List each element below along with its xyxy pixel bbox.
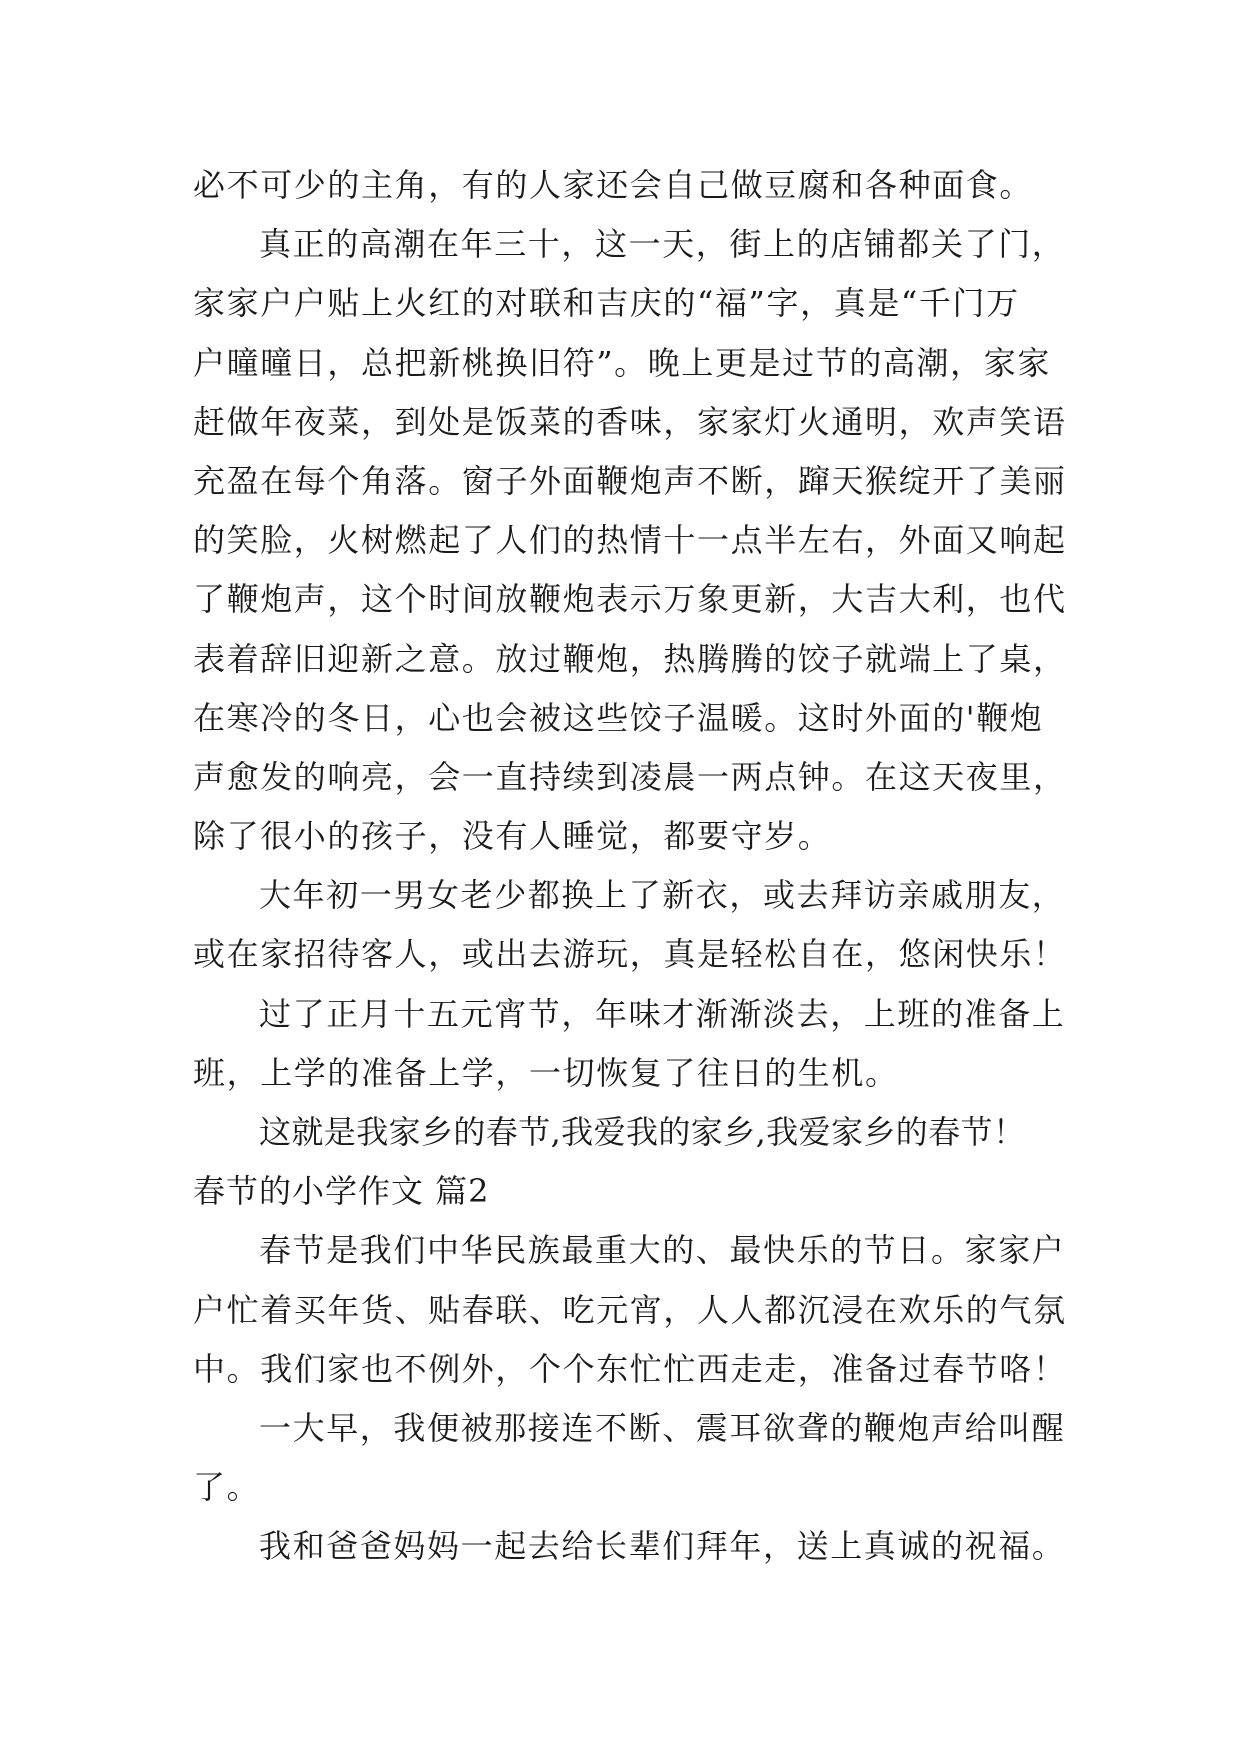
text-line: 或在家招待客人，或出去游玩，真是轻松自在，悠闲快乐！ <box>193 935 1067 974</box>
text-line: 家家户户贴上火红的对联和吉庆的“福”字，真是“千门万 <box>193 284 1020 323</box>
text-line: 表着辞旧迎新之意。放过鞭炮，热腾腾的饺子就端上了桌， <box>193 639 1067 678</box>
text-line: 了鞭炮声，这个时间放鞭炮表示万象更新，大吉大利，也代 <box>193 580 1067 619</box>
text-line: 户曈曈日，总把新桃换旧符”。晚上更是过节的高潮，家家 <box>193 343 1051 382</box>
text-line: 了。 <box>193 1468 261 1507</box>
paragraph-start-line: 真正的高潮在年三十，这一天，街上的店铺都关了门， <box>259 225 1066 264</box>
paragraph-start-line: 我和爸爸妈妈一起去给长辈们拜年，送上真诚的祝福。 <box>259 1527 1066 1566</box>
text-line: 必不可少的主角，有的人家还会自己做豆腐和各种面食。 <box>193 166 1034 204</box>
text-line: 在寒冷的冬日，心也会被这些饺子温暖。这时外面的'鞭炮 <box>193 698 1044 737</box>
text-line: 声愈发的响亮，会一直持续到凌晨一两点钟。在这天夜里， <box>193 757 1067 796</box>
body-text <box>193 156 1073 1577</box>
paragraph-start-line: 这就是我家乡的春节,我爱我的家乡,我爱家乡的春节！ <box>259 1113 1026 1151</box>
text-line: 班，上学的准备上学，一切恢复了往日的生机。 <box>193 1053 899 1092</box>
section-heading: 春节的小学作文 篇2 <box>193 1172 490 1211</box>
text-line: 户忙着买年货、贴春联、吃元宵，人人都沉浸在欢乐的气氛 <box>193 1290 1067 1329</box>
paragraph-start-line: 一大早，我便被那接连不断、震耳欲聋的鞭炮声给叫醒 <box>259 1408 1066 1447</box>
text-line: 的笑脸，火树燃起了人们的热情十一点半左右，外面又响起 <box>193 521 1067 560</box>
paragraph-start-line: 春节是我们中华民族最重大的、最快乐的节日。家家户 <box>259 1231 1066 1270</box>
text-line: 中。我们家也不例外，个个东忙忙西走走，准备过春节咯！ <box>193 1349 1067 1388</box>
text-line: 赶做年夜菜，到处是饭菜的香味，家家灯火通明，欢声笑语 <box>193 402 1067 441</box>
paragraph-start-line: 大年初一男女老少都换上了新衣，或去拜访亲戚朋友， <box>259 876 1066 915</box>
text-line: 充盈在每个角落。窗子外面鞭炮声不断，蹿天猴绽开了美丽 <box>193 461 1067 500</box>
text-line: 除了很小的孩子，没有人睡觉，都要守岁。 <box>193 817 832 856</box>
paragraph-start-line: 过了正月十五元宵节，年味才渐渐淡去，上班的准备上 <box>259 994 1066 1033</box>
